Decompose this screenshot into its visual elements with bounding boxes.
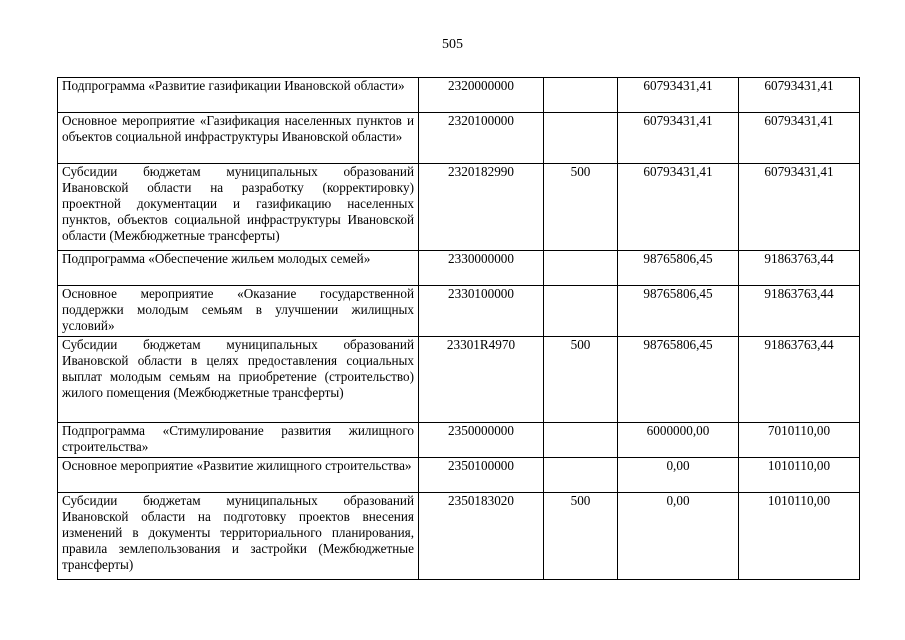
table-row bbox=[58, 337, 860, 423]
row-name-cell: Подпрограмма «Обеспечение жильем молодых семей» bbox=[58, 251, 419, 286]
row-value2-cell: 1010110,00 bbox=[739, 458, 860, 493]
row-value2-cell: 91863763,44 bbox=[739, 251, 860, 286]
row-value2-cell: 1010110,00 bbox=[739, 493, 860, 580]
row-value1-cell: 6000000,00 bbox=[618, 423, 739, 458]
row-value2-cell: 91863763,44 bbox=[739, 286, 860, 337]
row-value1-cell: 60793431,41 bbox=[618, 78, 739, 113]
row-code-cell: 2350000000 bbox=[419, 423, 544, 458]
row-name-cell: Подпрограмма «Развитие газификации Ивановской области» bbox=[58, 78, 419, 113]
row-type-cell bbox=[544, 286, 618, 337]
budget-table bbox=[57, 77, 860, 580]
row-value2-cell: 60793431,41 bbox=[739, 113, 860, 164]
row-code-cell: 2320000000 bbox=[419, 78, 544, 113]
row-code-cell: 2320100000 bbox=[419, 113, 544, 164]
row-code-cell: 23301R4970 bbox=[419, 337, 544, 423]
table-row bbox=[58, 78, 860, 113]
row-value2-cell: 91863763,44 bbox=[739, 337, 860, 423]
row-type-cell: 500 bbox=[544, 164, 618, 251]
row-value1-cell: 60793431,41 bbox=[618, 164, 739, 251]
row-code-cell: 2350100000 bbox=[419, 458, 544, 493]
row-type-cell bbox=[544, 423, 618, 458]
table-row bbox=[58, 113, 860, 164]
row-name-cell: Основное мероприятие «Оказание государственной поддержки молодым семьям в улучшении жилищных условий» bbox=[58, 286, 419, 337]
row-value1-cell: 98765806,45 bbox=[618, 337, 739, 423]
page-number: 505 bbox=[442, 37, 463, 52]
row-value1-cell: 0,00 bbox=[618, 493, 739, 580]
row-code-cell: 2350183020 bbox=[419, 493, 544, 580]
row-type-cell bbox=[544, 78, 618, 113]
row-type-cell bbox=[544, 251, 618, 286]
row-value1-cell: 0,00 bbox=[618, 458, 739, 493]
table-row bbox=[58, 251, 860, 286]
row-name-cell: Субсидии бюджетам муниципальных образований Ивановской области в целях предоставления социальных выплат молодым семьям на приобретение (строительство) жилого помещения (Межбюджетные трансферты) bbox=[58, 337, 419, 423]
row-value2-cell: 7010110,00 bbox=[739, 423, 860, 458]
row-value2-cell: 60793431,41 bbox=[739, 164, 860, 251]
row-name-cell: Основное мероприятие «Развитие жилищного строительства» bbox=[58, 458, 419, 493]
table-row bbox=[58, 286, 860, 337]
row-value1-cell: 60793431,41 bbox=[618, 113, 739, 164]
row-name-cell: Субсидии бюджетам муниципальных образований Ивановской области на разработку (корректировку) проектной документации и газификацию населенных пунктов, объектов социальной инфраструктуры Ивановской области (Межбюджетные трансферты) bbox=[58, 164, 419, 251]
row-type-cell: 500 bbox=[544, 493, 618, 580]
table-row bbox=[58, 423, 860, 458]
row-name-cell: Подпрограмма «Стимулирование развития жилищного строительства» bbox=[58, 423, 419, 458]
row-code-cell: 2330000000 bbox=[419, 251, 544, 286]
row-value1-cell: 98765806,45 bbox=[618, 286, 739, 337]
row-name-cell: Основное мероприятие «Газификация населенных пунктов и объектов социальной инфраструктуры Ивановской области» bbox=[58, 113, 419, 164]
row-value1-cell: 98765806,45 bbox=[618, 251, 739, 286]
row-type-cell: 500 bbox=[544, 337, 618, 423]
table-row bbox=[58, 493, 860, 580]
row-type-cell bbox=[544, 113, 618, 164]
table-row bbox=[58, 458, 860, 493]
table-row bbox=[58, 164, 860, 251]
row-type-cell bbox=[544, 458, 618, 493]
row-name-cell: Субсидии бюджетам муниципальных образований Ивановской области на подготовку проектов внесения изменений в документы территориального планирования, правила землепользования и застройки (Межбюджетные трансферты) bbox=[58, 493, 419, 580]
row-code-cell: 2330100000 bbox=[419, 286, 544, 337]
budget-table-body bbox=[58, 78, 860, 580]
row-value2-cell: 60793431,41 bbox=[739, 78, 860, 113]
row-code-cell: 2320182990 bbox=[419, 164, 544, 251]
